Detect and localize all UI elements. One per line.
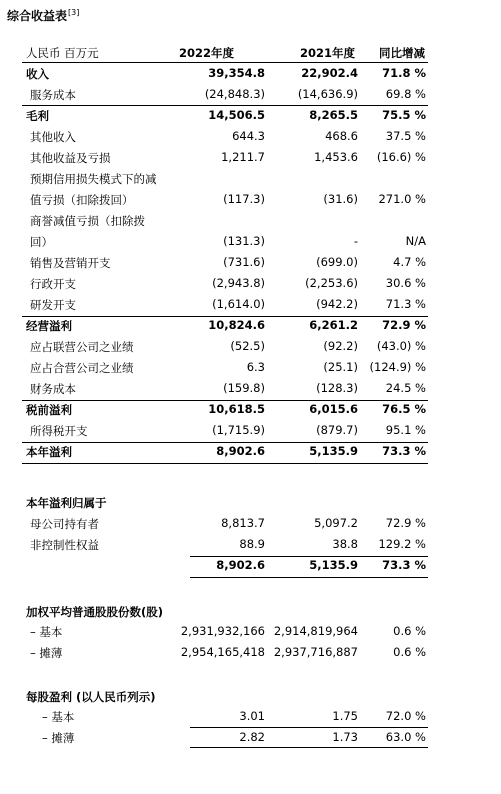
value-yoy: (43.0) % xyxy=(376,339,426,353)
row-label: 应占联营公司之业绩 xyxy=(30,340,134,354)
table-row xyxy=(0,360,501,375)
table-row xyxy=(0,129,501,144)
row-label: – 基本 xyxy=(30,625,63,639)
table-row xyxy=(0,339,501,354)
rule-line xyxy=(22,105,428,106)
row-label: 应占合营公司之业绩 xyxy=(30,361,134,375)
col-2021-header: 2021年度 xyxy=(299,46,355,60)
value-2021: (31.6) xyxy=(323,192,358,206)
value-2022: 14,506.5 xyxy=(208,108,265,122)
value-yoy: 4.7 % xyxy=(393,255,426,269)
value-2022: 8,813.7 xyxy=(221,516,265,530)
col-yoy-header: 同比增减 xyxy=(379,46,425,60)
value-yoy: 73.3 % xyxy=(382,558,426,572)
value-2021: 1.75 xyxy=(332,709,358,723)
rule-line xyxy=(22,442,428,443)
value-yoy: 37.5 % xyxy=(385,129,426,143)
value-yoy: 72.0 % xyxy=(385,709,426,723)
value-yoy: (16.6) % xyxy=(376,150,426,164)
value-2022: 2,954,165,418 xyxy=(180,645,265,659)
table-row xyxy=(0,381,501,396)
value-2022: (24,848.3) xyxy=(204,87,265,101)
row-label: 毛利 xyxy=(26,109,49,123)
page-title xyxy=(7,7,79,24)
row-label: 行政开支 xyxy=(30,277,76,291)
value-2021: 1,453.6 xyxy=(314,150,358,164)
value-2022: 88.9 xyxy=(239,537,265,551)
table-row xyxy=(0,255,501,270)
row-label: 销售及营销开支 xyxy=(30,256,111,270)
row-label: 非控制性权益 xyxy=(30,538,99,552)
unit-label: 人民币 百万元 xyxy=(26,46,99,60)
title-text: 综合收益表 xyxy=(7,9,68,23)
value-yoy: 30.6 % xyxy=(385,276,426,290)
row-label: 其他收益及亏损 xyxy=(30,151,111,165)
rule-line xyxy=(190,727,428,728)
value-2021: 6,261.2 xyxy=(309,318,358,332)
value-yoy: 24.5 % xyxy=(385,381,426,395)
value-2022: (159.8) xyxy=(223,381,265,395)
row-label: 收入 xyxy=(26,67,49,81)
table-row xyxy=(0,66,501,81)
value-2021: (92.2) xyxy=(323,339,358,353)
table-row xyxy=(0,150,501,165)
row-label: 预期信用损失模式下的减 xyxy=(30,172,157,186)
row-label: 商誉减值亏损（扣除拨 xyxy=(30,214,145,228)
rule-line xyxy=(190,747,428,748)
title-footnote: [3] xyxy=(68,8,80,17)
row-label: 回） xyxy=(30,235,53,249)
value-2022: 2,931,932,166 xyxy=(180,624,265,638)
value-2021: (879.7) xyxy=(316,423,358,437)
value-2021: (14,636.9) xyxy=(297,87,358,101)
value-2022: 6.3 xyxy=(246,360,265,374)
value-2021: 468.6 xyxy=(325,129,358,143)
value-2021: - xyxy=(353,234,358,248)
rule-line xyxy=(22,463,428,464)
value-yoy: 72.9 % xyxy=(385,516,426,530)
value-2022: 1,211.7 xyxy=(221,150,265,164)
row-label: 所得税开支 xyxy=(30,424,88,438)
row-label: – 基本 xyxy=(42,710,75,724)
table-row xyxy=(0,192,501,207)
table-row xyxy=(0,423,501,438)
table-row xyxy=(0,171,501,186)
value-2022: (117.3) xyxy=(223,192,265,206)
table-row xyxy=(0,624,501,639)
attrib-heading: 本年溢利归属于 xyxy=(26,496,107,510)
value-2021: 8,265.5 xyxy=(309,108,358,122)
table-row xyxy=(0,318,501,333)
table-row xyxy=(0,516,501,531)
row-label: 本年溢利 xyxy=(26,445,72,459)
value-2021: 22,902.4 xyxy=(301,66,358,80)
value-2021: 6,015.6 xyxy=(309,402,358,416)
table-row xyxy=(0,297,501,312)
value-2021: 1.73 xyxy=(332,730,358,744)
value-2021: (699.0) xyxy=(316,255,358,269)
value-2022: 10,824.6 xyxy=(208,318,265,332)
value-2022: 39,354.8 xyxy=(208,66,265,80)
value-2022: (731.6) xyxy=(223,255,265,269)
value-yoy: 75.5 % xyxy=(382,108,426,122)
eps-heading: 每股盈利 (以人民币列示) xyxy=(26,690,156,704)
value-2021: 5,097.2 xyxy=(314,516,358,530)
table-row xyxy=(0,276,501,291)
value-2021: (942.2) xyxy=(316,297,358,311)
value-yoy: (124.9) % xyxy=(369,360,426,374)
row-label: – 摊薄 xyxy=(42,731,75,745)
value-yoy: 73.3 % xyxy=(382,444,426,458)
rule-line xyxy=(22,316,428,317)
value-2022: (1,614.0) xyxy=(212,297,265,311)
value-yoy: 95.1 % xyxy=(385,423,426,437)
table-row xyxy=(0,730,501,745)
row-label: 其他收入 xyxy=(30,130,76,144)
shares-heading: 加权平均普通股股份数(股) xyxy=(26,605,164,619)
table-header xyxy=(0,45,501,60)
value-yoy: 71.8 % xyxy=(382,66,426,80)
value-yoy: N/A xyxy=(405,234,426,248)
header-rule xyxy=(22,62,428,63)
value-2022: (52.5) xyxy=(230,339,265,353)
row-label: 研发开支 xyxy=(30,298,76,312)
row-label: 值亏损（扣除拨回） xyxy=(30,193,134,207)
value-yoy: 76.5 % xyxy=(382,402,426,416)
table-row xyxy=(0,645,501,660)
value-yoy: 0.6 % xyxy=(393,624,426,638)
value-2022: 644.3 xyxy=(232,129,265,143)
value-2021: (128.3) xyxy=(316,381,358,395)
value-yoy: 72.9 % xyxy=(382,318,426,332)
value-yoy: 271.0 % xyxy=(378,192,426,206)
row-label: 税前溢利 xyxy=(26,403,72,417)
row-label: 经营溢利 xyxy=(26,319,72,333)
value-2021: 5,135.9 xyxy=(309,558,358,572)
value-2022: 8,902.6 xyxy=(216,444,265,458)
row-label: – 摊薄 xyxy=(30,646,63,660)
value-yoy: 63.0 % xyxy=(385,730,426,744)
value-2022: 10,618.5 xyxy=(208,402,265,416)
value-yoy: 129.2 % xyxy=(378,537,426,551)
row-label: 母公司持有者 xyxy=(30,517,99,531)
value-yoy: 69.8 % xyxy=(385,87,426,101)
table-row xyxy=(0,402,501,417)
value-2022: (1,715.9) xyxy=(212,423,265,437)
row-label: 财务成本 xyxy=(30,382,76,396)
value-2021: 2,914,819,964 xyxy=(273,624,358,638)
table-row xyxy=(0,444,501,459)
value-2022: 2.82 xyxy=(239,730,265,744)
value-yoy: 71.3 % xyxy=(385,297,426,311)
table-row xyxy=(0,709,501,724)
table-row xyxy=(0,108,501,123)
rule-line xyxy=(190,556,428,557)
value-2021: (25.1) xyxy=(323,360,358,374)
table-row xyxy=(0,558,501,573)
value-2022: (2,943.8) xyxy=(212,276,265,290)
col-2022-header: 2022年度 xyxy=(178,46,234,60)
value-2022: 3.01 xyxy=(239,709,265,723)
table-row xyxy=(0,537,501,552)
rule-line xyxy=(190,577,428,578)
value-2022: 8,902.6 xyxy=(216,558,265,572)
value-2021: (2,253.6) xyxy=(305,276,358,290)
table-row xyxy=(0,234,501,249)
value-yoy: 0.6 % xyxy=(393,645,426,659)
value-2021: 2,937,716,887 xyxy=(273,645,358,659)
value-2021: 5,135.9 xyxy=(309,444,358,458)
value-2021: 38.8 xyxy=(332,537,358,551)
table-row xyxy=(0,213,501,228)
table-row xyxy=(0,87,501,102)
row-label: 服务成本 xyxy=(30,88,76,102)
value-2022: (131.3) xyxy=(223,234,265,248)
rule-line xyxy=(22,400,428,401)
